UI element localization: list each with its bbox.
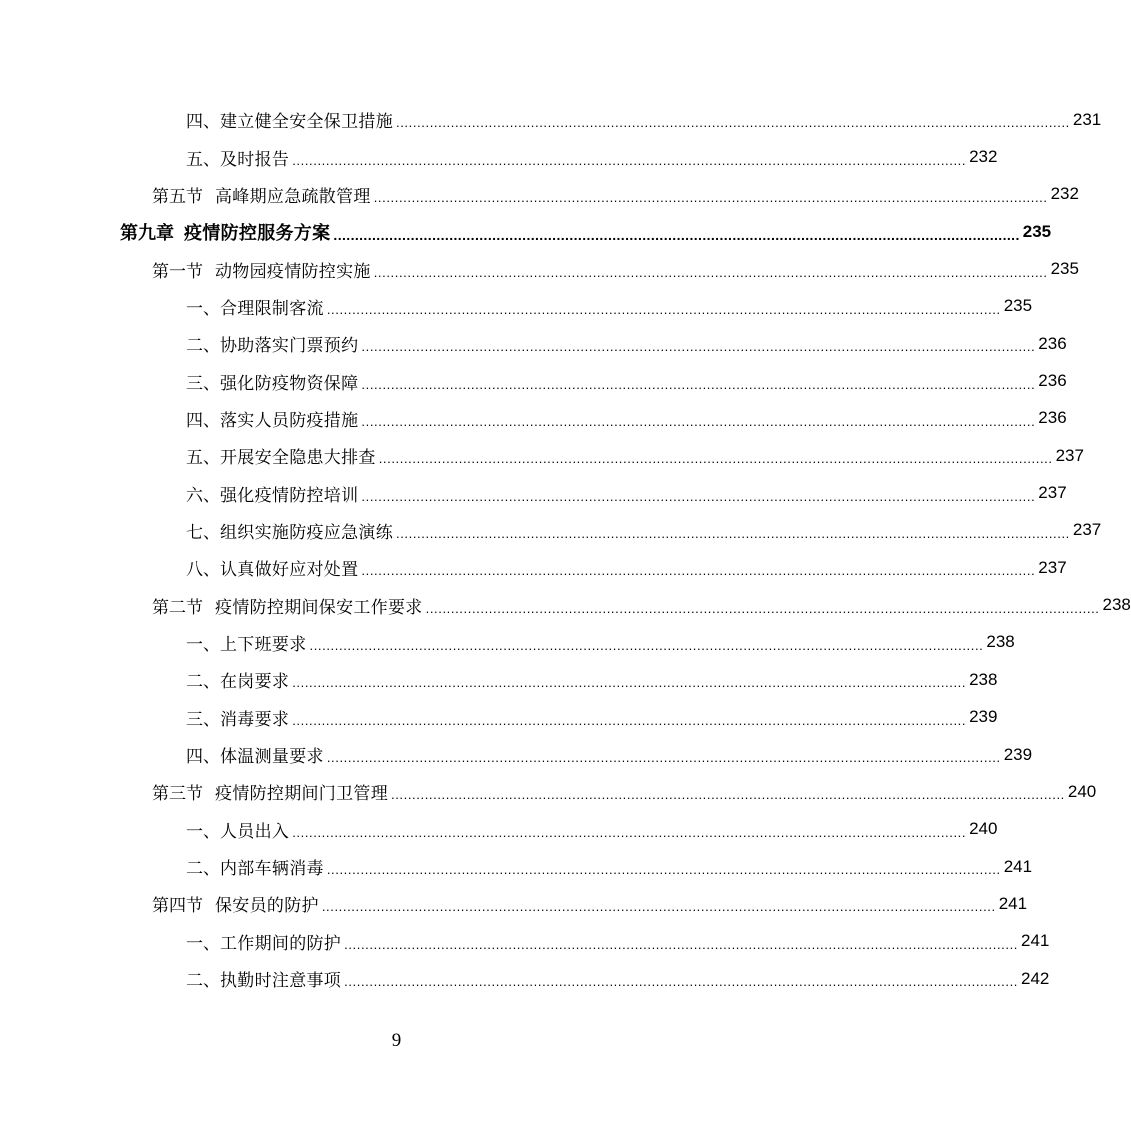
toc-entry-title: 动物园疫情防控实施 (215, 261, 371, 282)
toc-entry-title: 高峰期应急疏散管理 (215, 186, 371, 207)
toc-entry-number: 第五节 (152, 186, 203, 207)
toc-entry-number: 五、 (186, 448, 220, 469)
toc-entry-title: 消毒要求 (220, 709, 290, 730)
dot-leader: ................................................................................................................................................................ (309, 637, 984, 653)
toc-entry-title: 工作期间的防护 (220, 933, 342, 954)
toc-entry[interactable] (0, 288, 1033, 325)
dot-leader: ................................................................................................................................................................ (373, 264, 1048, 280)
toc-entry-title: 认真做好应对处置 (220, 560, 359, 581)
toc-entry-title: 开展安全隐患大排查 (220, 448, 376, 469)
toc-entry-title: 疫情防控期间保安工作要求 (215, 597, 423, 618)
toc-entry-page: 236 (1038, 408, 1067, 428)
toc-entry-page: 242 (1021, 968, 1050, 988)
toc-entry[interactable] (0, 138, 998, 175)
toc-entry-number: 二、 (186, 859, 220, 880)
dot-leader: ................................................................................................................................................................ (326, 301, 1001, 317)
toc-entry-title: 保安员的防护 (215, 896, 319, 917)
toc-entry-page: 231 (1072, 109, 1102, 129)
toc-entry-number: 四、 (186, 112, 220, 133)
toc-entry[interactable] (0, 773, 1097, 810)
toc-entry-number: 七、 (186, 522, 220, 543)
dot-leader: ................................................................................................................................................................ (333, 226, 1020, 243)
toc-entry[interactable] (0, 586, 1131, 623)
toc-entry[interactable] (0, 848, 1033, 885)
toc-entry-title: 强化疫情防控培训 (220, 485, 359, 506)
dot-leader: ................................................................................................................................................................ (361, 488, 1036, 504)
toc-entry-title: 及时报告 (220, 149, 290, 170)
dot-leader: ................................................................................................................................................................ (391, 787, 1065, 803)
toc-entry-title: 体温测量要求 (220, 747, 324, 768)
toc-entry[interactable] (0, 101, 1102, 138)
toc-entry-page: 238 (969, 669, 998, 689)
toc-entry[interactable] (0, 512, 1102, 549)
toc-entry[interactable] (0, 960, 1050, 997)
toc-entry-page: 236 (1038, 371, 1067, 391)
toc-entry-number: 第四节 (152, 896, 203, 917)
toc-entry-title: 组织实施防疫应急演练 (220, 522, 393, 543)
toc-entry[interactable] (0, 885, 1028, 922)
toc-entry-page: 240 (969, 819, 998, 839)
toc-entry[interactable] (0, 624, 1015, 661)
toc-entry-number: 第二节 (152, 597, 203, 618)
toc-entry-title: 疫情防控服务方案 (184, 222, 331, 244)
dot-leader: ................................................................................................................................................................ (396, 115, 1070, 131)
toc-entry-number: 四、 (186, 747, 220, 768)
toc-entry-page: 241 (1021, 931, 1050, 951)
dot-leader: ................................................................................................................................................................ (396, 525, 1070, 541)
toc-entry[interactable] (0, 362, 1067, 399)
toc-entry-number: 第一节 (152, 261, 203, 282)
toc-entry-page: 235 (1022, 221, 1052, 241)
toc-entry-title: 内部车辆消毒 (220, 859, 324, 880)
toc-entry-page: 239 (1003, 744, 1033, 764)
toc-entry-number: 第九章 (120, 222, 174, 244)
dot-leader: ................................................................................................................................................................ (326, 862, 1001, 878)
dot-leader: ................................................................................................................................................................ (321, 899, 996, 915)
toc-entry-page: 241 (998, 893, 1028, 913)
toc-entry-number: 一、 (186, 298, 220, 319)
toc-entry-number: 三、 (186, 373, 220, 394)
toc-entry[interactable] (0, 736, 1033, 773)
toc-entry-title: 在岗要求 (220, 672, 290, 693)
toc-entry-page: 235 (1003, 296, 1033, 316)
toc-entry[interactable] (0, 699, 998, 736)
dot-leader: ................................................................................................................................................................ (373, 189, 1048, 205)
toc-entry-page: 237 (1072, 520, 1102, 540)
toc-entry-title: 疫情防控期间门卫管理 (215, 784, 388, 805)
toc-entry-title: 强化防疫物资保障 (220, 373, 359, 394)
toc-entry[interactable] (0, 213, 1052, 250)
dot-leader: ................................................................................................................................................................ (378, 451, 1053, 467)
toc-entry-page: 238 (986, 632, 1015, 652)
toc-entry-title: 人员出入 (220, 821, 290, 842)
toc-entry-page: 237 (1038, 483, 1067, 503)
toc-entry-page: 237 (1038, 557, 1067, 577)
dot-leader: ................................................................................................................................................................ (361, 413, 1036, 429)
toc-entry-number: 六、 (186, 485, 220, 506)
toc-entry-page: 237 (1055, 445, 1084, 465)
toc-entry-title: 协助落实门票预约 (220, 336, 359, 357)
toc-entry-page: 240 (1067, 781, 1097, 801)
toc-entry-number: 二、 (186, 971, 220, 992)
toc-entry-title: 建立健全安全保卫措施 (220, 112, 393, 133)
toc-entry-page: 232 (1050, 184, 1079, 204)
toc-entry-number: 四、 (186, 410, 220, 431)
toc-entry[interactable] (0, 549, 1067, 586)
dot-leader: ................................................................................................................................................................ (292, 712, 967, 728)
dot-leader: ................................................................................................................................................................ (361, 376, 1036, 392)
toc-entry-page: 239 (969, 707, 998, 727)
toc-entry-title: 合理限制客流 (220, 298, 324, 319)
toc-entry-number: 一、 (186, 933, 220, 954)
toc-entry-number: 一、 (186, 821, 220, 842)
toc-entry-page: 236 (1038, 333, 1067, 353)
toc-entry-number: 八、 (186, 560, 220, 581)
toc-entry-title: 落实人员防疫措施 (220, 410, 359, 431)
toc-entry-title: 执勤时注意事项 (220, 971, 342, 992)
toc-entry[interactable] (0, 811, 998, 848)
toc-entry-number: 二、 (186, 336, 220, 357)
dot-leader: ................................................................................................................................................................ (425, 600, 1100, 616)
dot-leader: ................................................................................................................................................................ (344, 936, 1018, 952)
dot-leader: ................................................................................................................................................................ (292, 152, 967, 168)
page-number: 9 (391, 1030, 402, 1051)
toc-entry-page: 235 (1050, 259, 1079, 279)
table-of-contents (0, 101, 1131, 997)
toc-entry[interactable] (0, 474, 1067, 511)
toc-entry-number: 第三节 (152, 784, 203, 805)
dot-leader: ................................................................................................................................................................ (361, 339, 1036, 355)
dot-leader: ................................................................................................................................................................ (292, 675, 967, 691)
dot-leader: ................................................................................................................................................................ (344, 974, 1018, 990)
toc-entry[interactable] (0, 437, 1084, 474)
toc-entry-page: 241 (1003, 856, 1033, 876)
toc-entry[interactable] (0, 400, 1067, 437)
toc-entry-title: 上下班要求 (220, 634, 307, 655)
toc-entry[interactable] (0, 325, 1067, 362)
toc-entry-number: 二、 (186, 672, 220, 693)
toc-entry-page: 238 (1102, 595, 1131, 615)
toc-entry[interactable] (0, 661, 998, 698)
toc-entry-page: 232 (969, 147, 998, 167)
toc-entry[interactable] (0, 923, 1050, 960)
toc-entry-number: 五、 (186, 149, 220, 170)
toc-entry-number: 三、 (186, 709, 220, 730)
toc-entry[interactable] (0, 250, 1079, 287)
toc-entry-number: 一、 (186, 634, 220, 655)
dot-leader: ................................................................................................................................................................ (326, 750, 1001, 766)
dot-leader: ................................................................................................................................................................ (361, 563, 1036, 579)
dot-leader: ................................................................................................................................................................ (292, 824, 967, 840)
toc-entry[interactable] (0, 176, 1079, 213)
